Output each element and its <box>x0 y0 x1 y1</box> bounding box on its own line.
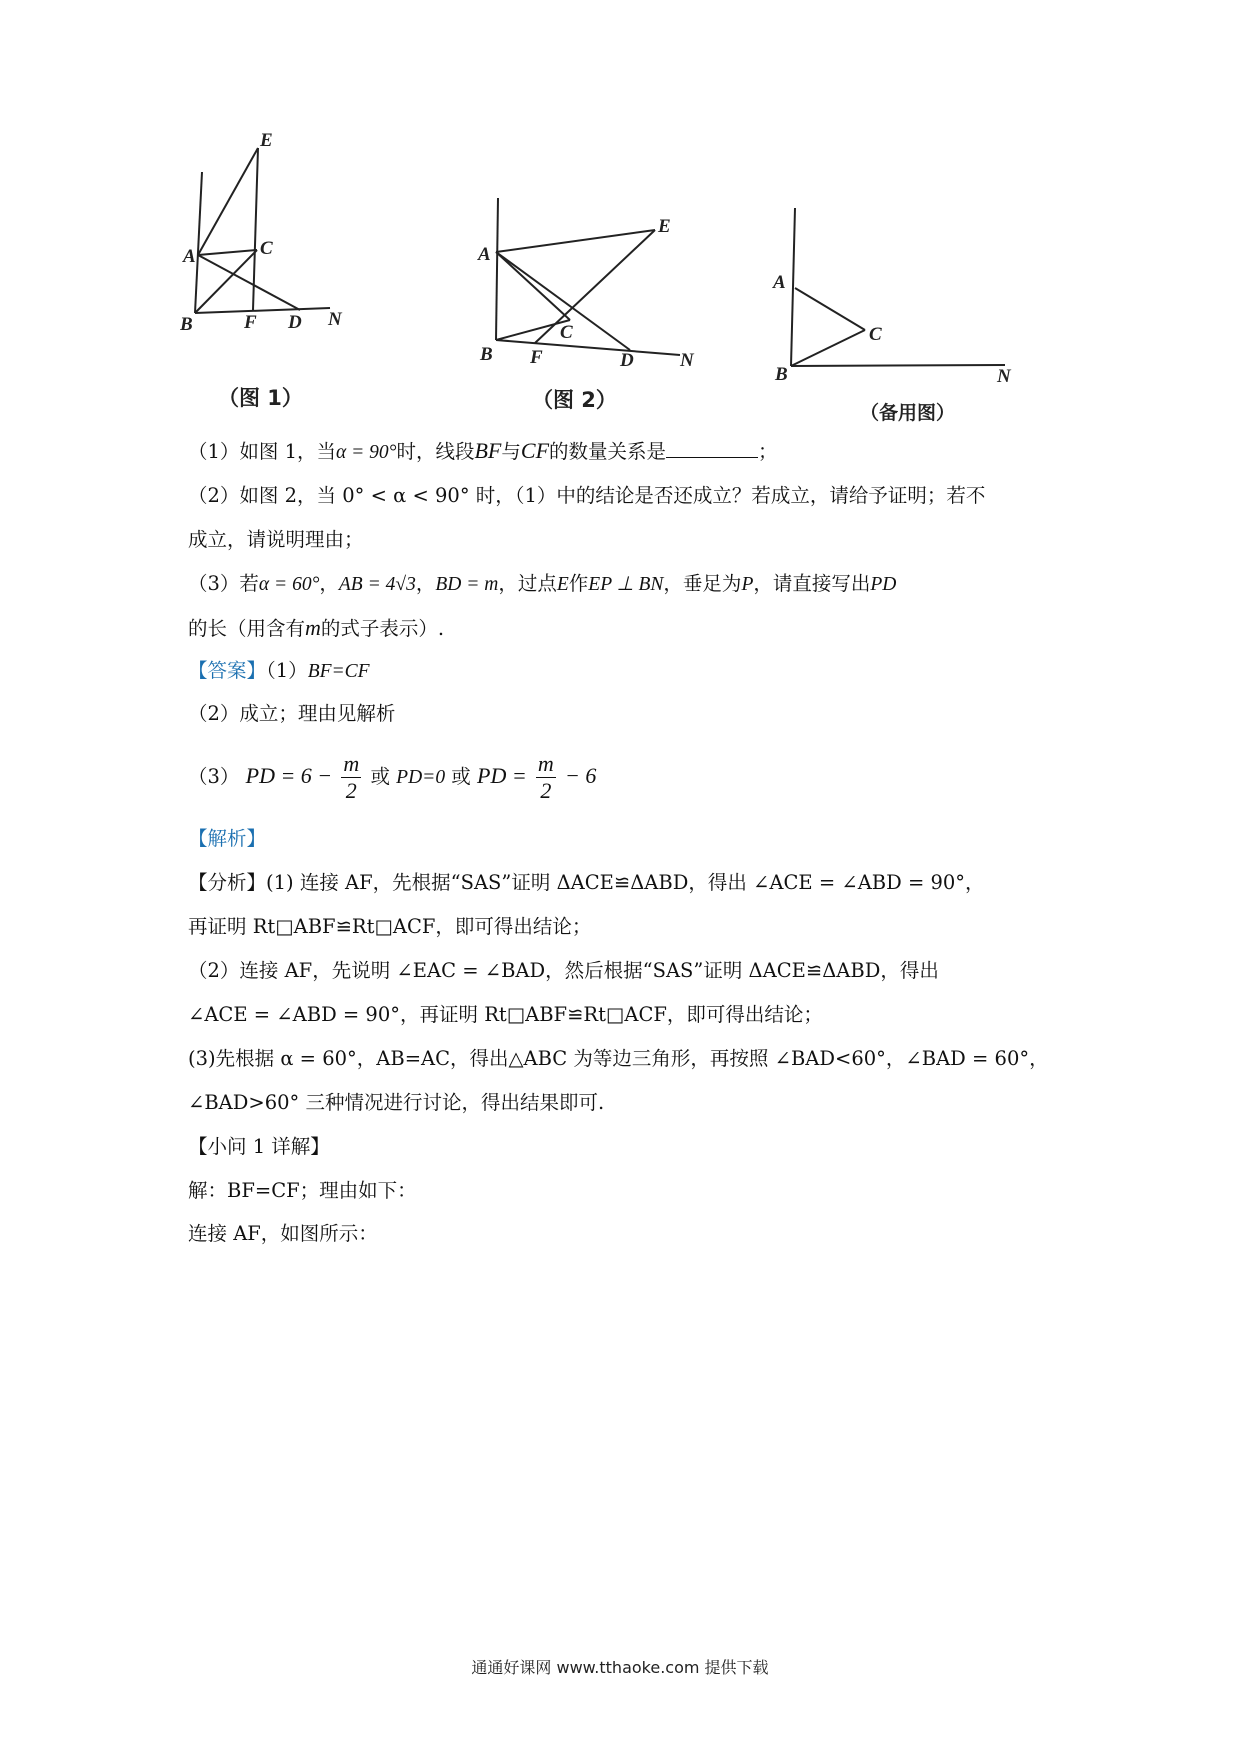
fig1-label-C: C <box>260 238 273 259</box>
detail-heading: 【小问 1 详解】 <box>188 1135 330 1158</box>
figure-2-caption: （图 2） <box>532 388 617 412</box>
page-footer: 通通好课网 www.tthaoke.com 提供下载 <box>471 1658 769 1677</box>
fig3-label-B: B <box>775 364 788 385</box>
figure-1-diagram <box>180 130 400 350</box>
detail-line-2: 连接 AF，如图所示： <box>188 1222 378 1245</box>
fig1-label-E: E <box>260 130 273 151</box>
fig1-label-F: F <box>244 312 257 333</box>
detail-line-1: 解：BF=CF；理由如下： <box>188 1179 417 1202</box>
answer-3: （3） PD = 6 − $\frac{m}{2}$ 或 PD=0 或 PD = $\frac{m}{2}$ − 6 <box>188 751 597 803</box>
analysis-tag: 【解析】 <box>188 827 267 850</box>
fig1-label-B: B <box>180 314 193 335</box>
question-1: （1）如图 1，当α = 90°时，线段BF与CF的数量关系是 ； <box>188 438 778 463</box>
fraction-m-over-2-second: $\frac{m}{2}$ <box>537 751 554 803</box>
figure-1-caption: （图 1） <box>218 386 303 410</box>
answer-tag: 【答案】 <box>188 659 267 682</box>
analysis-p1-line-2: 再证明 Rt□ABF≌Rt□ACF，即可得出结论； <box>188 915 592 938</box>
fig3-label-N: N <box>997 366 1011 387</box>
figure-backup-caption: （备用图） <box>860 402 956 424</box>
analysis-p2-line-2: ∠ACE = ∠ABD = 90°，再证明 Rt□ABF≌Rt□ACF，即可得出结论； <box>188 1003 823 1026</box>
fraction-m-over-2: $\frac{m}{2}$ <box>343 751 360 803</box>
fig1-label-D: D <box>288 312 302 333</box>
figure-2-diagram <box>470 190 710 370</box>
fig2-label-C: C <box>560 322 573 343</box>
fig2-label-A: A <box>478 244 491 265</box>
figure-backup <box>765 200 1025 390</box>
analysis-p2-line-1: （2）连接 AF，先说明 ∠EAC = ∠BAD，然后根据“SAS”证明 ΔACE≌ΔABD，得出 <box>188 959 939 982</box>
answer-2: （2）成立；理由见解析 <box>188 702 396 725</box>
figure-1 <box>180 130 400 350</box>
question-3-line-2: 的长（用含有m的式子表示）. <box>188 615 445 640</box>
fig1-label-N: N <box>328 309 342 330</box>
analysis-p3-line-2: ∠BAD>60° 三种情况进行讨论，得出结果即可. <box>188 1091 605 1114</box>
fig2-label-F: F <box>530 347 543 368</box>
analysis-p1-line-1: 【分析】(1) 连接 AF，先根据“SAS”证明 ΔACE≌ΔABD，得出 ∠ACE = ∠ABD = 90°， <box>188 871 985 894</box>
fig3-label-C: C <box>869 324 882 345</box>
figure-2 <box>470 190 710 370</box>
fig1-label-A: A <box>183 246 196 267</box>
question-3-line-1: （3）若α = 60°，AB = 4√3，BD = m，过点E作EP ⊥ BN，垂足为P，请直接写出PD <box>188 572 897 595</box>
answer-blank <box>666 439 758 458</box>
fig2-label-D: D <box>620 350 634 370</box>
fig3-label-A: A <box>773 272 786 293</box>
figure-backup-diagram <box>765 200 1025 390</box>
answer-1: 【答案】（1）BF=CF <box>188 659 370 682</box>
fig2-label-B: B <box>480 344 493 365</box>
question-2-line-1: （2）如图 2，当 0° < α < 90° 时，（1）中的结论是否还成立？若成立，请给予证明；若不 <box>188 484 986 507</box>
question-2-line-2: 成立，请说明理由； <box>188 528 364 551</box>
analysis-p3-line-1: (3)先根据 α = 60°，AB=AC，得出△ABC 为等边三角形，再按照 ∠BAD<60°，∠BAD = 60°， <box>188 1047 1049 1070</box>
fig2-label-N: N <box>680 350 694 370</box>
fig2-label-E: E <box>658 216 671 237</box>
